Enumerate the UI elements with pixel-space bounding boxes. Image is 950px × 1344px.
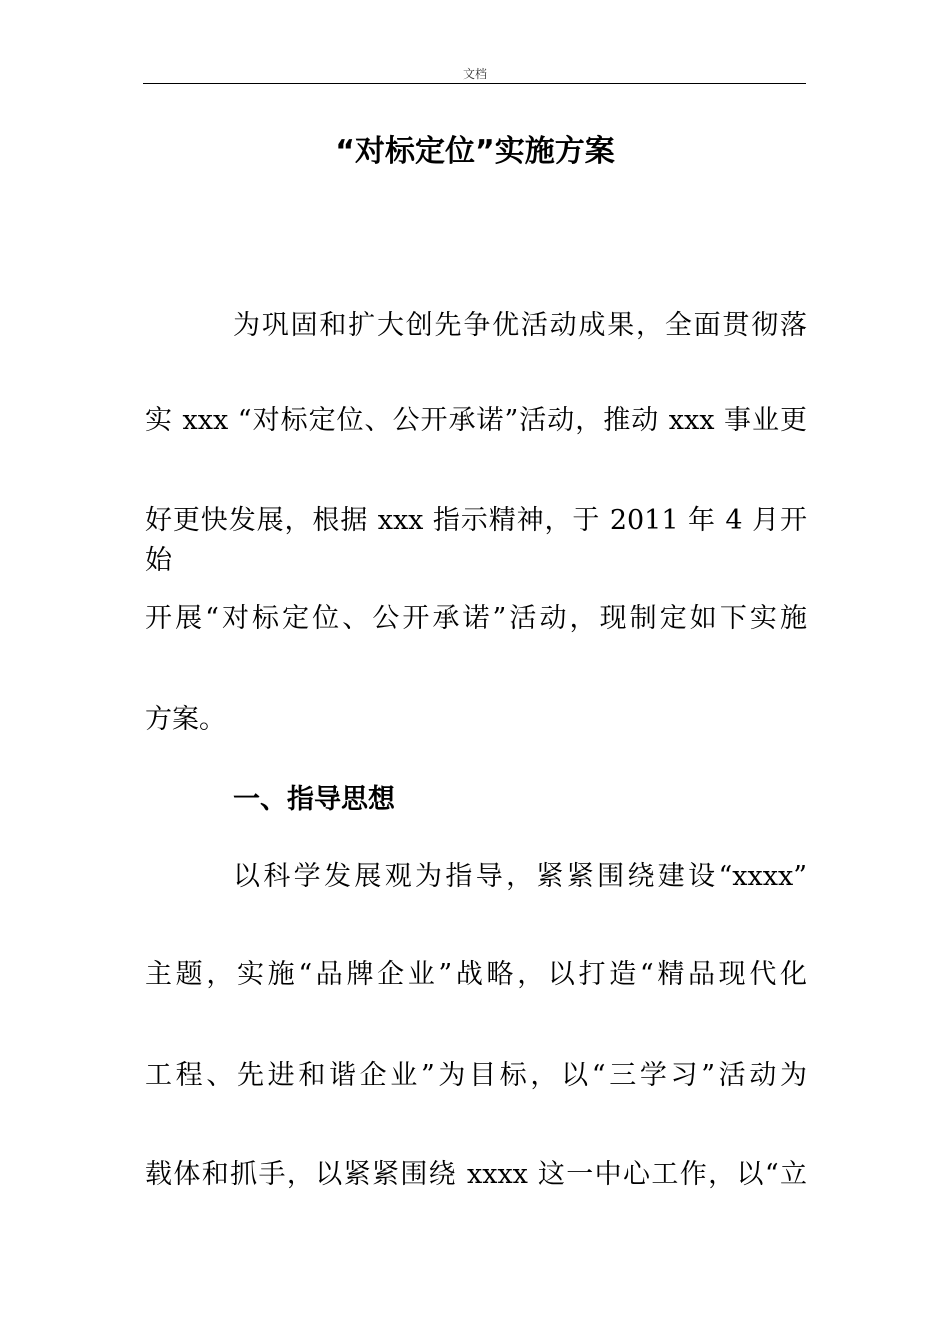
header-divider [143,83,806,84]
section-heading: 一、指导思想 [233,784,395,815]
intro-line-1 [145,306,807,346]
paragraph-line: 载体和抓手，以紧紧围绕 xxxx 这一中心工作，以“立 [145,1159,807,1190]
section1-line-4 [145,1155,807,1195]
section1-line-3 [145,1056,807,1096]
paragraph-line: 开展“对标定位、公开承诺”活动，现制定如下实施 [145,603,807,634]
page-header-label: 文档 [462,67,487,81]
paragraph-line: 工程、先进和谐企业”为目标，以“三学习”活动为 [145,1060,807,1091]
section1-line-1 [145,857,807,897]
paragraph-line: 主题，实施“品牌企业”战略，以打造“精品现代化 [145,959,807,990]
intro-line-2 [145,401,807,441]
paragraph-line: 实 xxx “对标定位、公开承诺”活动，推动 xxx 事业更 [145,405,807,436]
intro-line-3 [145,501,807,581]
section1-line-2 [145,955,807,995]
paragraph-line: 好更快发展，根据 xxx 指示精神，于 2011 年 4 月开始 [145,505,807,576]
paragraph-line: 为巩固和扩大创先争优活动成果，全面贯彻落 [233,310,807,341]
paragraph-line: 以科学发展观为指导，紧紧围绕建设“xxxx” [233,861,807,892]
paragraph-line: 方案。 [145,704,226,735]
intro-line-4 [145,599,807,639]
intro-line-5 [145,700,807,740]
document-title: “对标定位”实施方案 [335,134,615,169]
